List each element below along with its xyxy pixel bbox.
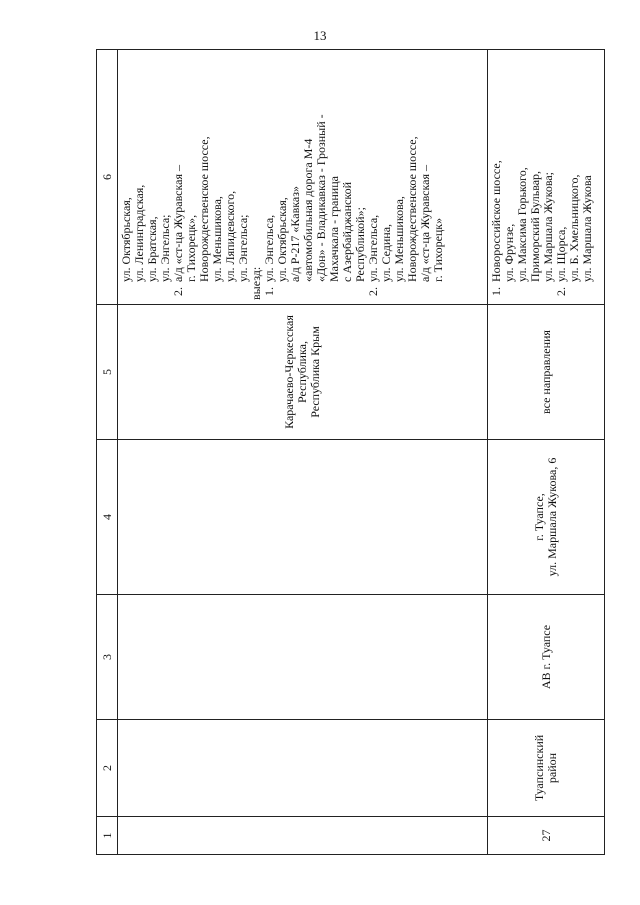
cell-route bbox=[488, 50, 605, 305]
header-cell: 5 bbox=[97, 305, 118, 440]
cell-station-empty bbox=[118, 595, 488, 720]
route-sublist bbox=[120, 54, 172, 300]
district-line: район bbox=[545, 752, 559, 784]
cell-row-number: 27 bbox=[488, 817, 605, 855]
route-line: ул. Маршала Жукова bbox=[580, 175, 594, 282]
route-line: а/д «ст-ца Журавская – bbox=[418, 165, 432, 282]
route-line: ул. Энгельса; bbox=[158, 214, 172, 282]
route-line: 1. Новороссийское шоссе, bbox=[489, 160, 503, 282]
route-line: ул. Ляпидевского, bbox=[223, 190, 237, 282]
list-item bbox=[263, 54, 367, 284]
list-item bbox=[490, 54, 555, 284]
header-cell: 2 bbox=[97, 720, 118, 817]
route-line: ул. Маршала Жукова; bbox=[541, 172, 555, 282]
route-line: ул. Меньшикова, bbox=[392, 196, 406, 282]
cell-address-empty bbox=[118, 440, 488, 595]
route-line: ул. Седина, bbox=[379, 223, 393, 282]
list-item bbox=[555, 54, 594, 284]
table-row-continuation bbox=[118, 50, 488, 855]
cell-district-empty bbox=[118, 720, 488, 817]
route-line: Приморский Бульвар, bbox=[528, 170, 542, 282]
route-line: Махачкала - граница bbox=[327, 176, 341, 282]
direction-line: Карачаево-Черкесская bbox=[282, 315, 296, 429]
table-row-27 bbox=[488, 50, 605, 855]
route-line: Новорождественское шоссе, bbox=[197, 136, 211, 282]
district-line: Туапсинский bbox=[532, 734, 546, 802]
route-line: г. Тихорецк», bbox=[184, 214, 198, 282]
cell-num-empty bbox=[118, 817, 488, 855]
direction-line: Республика Крым bbox=[308, 326, 322, 418]
route-list bbox=[490, 54, 594, 300]
route-line: 2. ул. Энгельса, bbox=[366, 214, 380, 282]
route-line: ул. Меньшикова, bbox=[210, 196, 224, 282]
cell-directions bbox=[118, 305, 488, 440]
route-line: с Азербайджанской bbox=[340, 181, 354, 282]
header-cell: 1 bbox=[97, 817, 118, 855]
route-line: ул. Ленинградская, bbox=[132, 184, 146, 282]
cell-address bbox=[488, 440, 605, 595]
route-line: а/д Р-217 «Кавказ» bbox=[288, 186, 302, 282]
cell-direction: все направления bbox=[488, 305, 605, 440]
route-line: «автомобильная дорога М-4 bbox=[301, 138, 315, 282]
route-line: Республикой»; bbox=[353, 207, 367, 282]
cell-station: АВ г. Туапсе bbox=[488, 595, 605, 720]
list-item bbox=[367, 54, 445, 284]
route-line: ул. Октябрьская, bbox=[275, 197, 289, 282]
header-cell: 3 bbox=[97, 595, 118, 720]
cell-district bbox=[488, 720, 605, 817]
routes-table bbox=[96, 49, 605, 855]
route-line: «Дон» - Владикавказ - Грозный - bbox=[314, 114, 328, 282]
exit-label: выезд: bbox=[249, 266, 263, 300]
list-item bbox=[172, 54, 250, 284]
route-line: 2. а/д «ст-ца Журавская – bbox=[171, 165, 185, 282]
page-number: 13 bbox=[313, 28, 327, 43]
route-line: ул. Энгельса; bbox=[236, 214, 250, 282]
route-list bbox=[263, 54, 445, 300]
address-line: ул. Маршала Жукова, 6 bbox=[545, 457, 559, 577]
route-line: ул. Максима Горького, bbox=[515, 167, 529, 282]
route-list bbox=[172, 54, 250, 300]
header-cell: 4 bbox=[97, 440, 118, 595]
route-line: г. Тихорецк» bbox=[431, 217, 445, 282]
rotated-table-frame bbox=[96, 50, 605, 855]
route-line: ул. Октябрьская, bbox=[119, 197, 133, 282]
header-row bbox=[97, 50, 118, 855]
route-line: ул. Фрунзе, bbox=[502, 223, 516, 282]
rotated-table-wrapper bbox=[96, 50, 605, 855]
direction-line: Республика, bbox=[295, 341, 309, 403]
route-line: Новорождественское шоссе, bbox=[405, 136, 419, 282]
header-cell: 6 bbox=[97, 50, 118, 305]
route-line: ул. Братская, bbox=[145, 216, 159, 282]
cell-route bbox=[118, 50, 488, 305]
address-line: г. Туапсе, bbox=[532, 493, 546, 541]
route-line: 1. ул. Энгельса, bbox=[262, 214, 276, 282]
route-line: 2. ул. Щорса, bbox=[554, 226, 568, 282]
route-line: ул. Б. Хмельницкого, bbox=[567, 174, 581, 282]
